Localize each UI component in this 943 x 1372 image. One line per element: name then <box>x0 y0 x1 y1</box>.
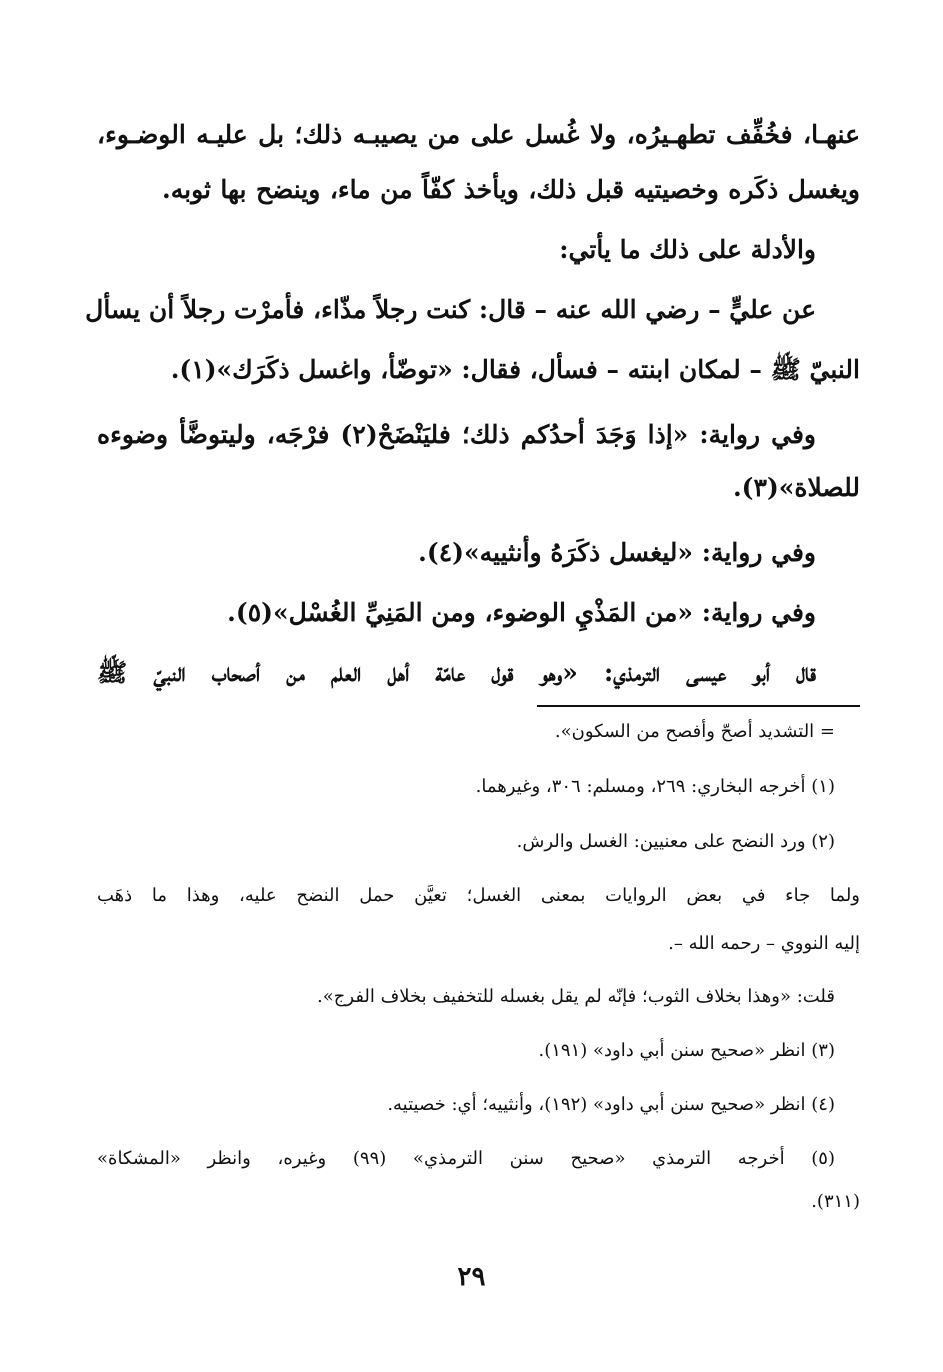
footnote-2: (٢) ورد النضح على معنيين: الغسل والرش. <box>516 831 835 852</box>
page-number: ٢٩ <box>457 1262 486 1292</box>
footnote-2-text: ولما جاء في بعض الروايات بمعنى الغسل؛ تعيَّن حمل النضح عليه، وهذا ما ذهَب <box>97 885 860 906</box>
body-line: النبيّ ﷺ – لمكان ابنته – فسأل، فقال: «توضّأ، واغسل ذكَرَك»(١). <box>170 355 860 384</box>
footnote-4: (٤) انظر «صحيح سنن أبي داود» (١٩٢)، وأنثييه؛ أي: خصيتيه. <box>387 1094 835 1115</box>
footnote-1: (١) أخرجه البخاري: ٢٦٩، ومسلم: ٣٠٦، وغيرهما. <box>475 776 835 797</box>
body-line: وفي رواية: «إذا وَجَدَ أحدُكم ذلك؛ فليَنْضَحْ(٢) فرْجَه، وليتوضَّأ وضوءه <box>97 420 817 449</box>
footnote-5: (٥) أخرجه الترمذي «صحيح سنن الترمذي» (٩٩) وغيره، وانظر «المشكاة» <box>97 1148 835 1169</box>
footnote-separator <box>537 705 860 707</box>
body-line: وفي رواية: «ليغسل ذكَرَهُ وأنثييه»(٤). <box>418 538 816 567</box>
footnote-continuation: = التشديد أصحّ وأفصح من السكون». <box>554 721 835 742</box>
footnote-5-text: (٣١١). <box>811 1191 860 1212</box>
body-line: ويغسل ذكَره وخصيتيه قبل ذلك، ويأخذ كفّاً من ماء، وينضح بها ثوبه. <box>162 175 860 204</box>
body-line: قال أبو عيسى الترمذي: «وهو قول عامّة أهل العلم من أصحاب النبيّ ﷺ <box>97 658 816 687</box>
footnote-2-text: قلت: «وهذا بخلاف الثوب؛ فإنّه لم يقل بغسله للتخفيف بخلاف الفرج». <box>317 986 835 1007</box>
body-line: والأدلة على ذلك ما يأتي: <box>559 235 816 264</box>
body-line: للصلاة»(٣). <box>732 473 860 502</box>
footnote-3: (٣) انظر «صحيح سنن أبي داود» (١٩١). <box>538 1040 835 1061</box>
footnote-2-text: إليه النووي – رحمه الله –. <box>668 933 860 954</box>
body-line: وفي رواية: «من المَذْيِ الوضوء، ومن المَنِيِّ الغُسْل»(٥). <box>227 598 816 627</box>
body-line: عن عليٍّ – رضي الله عنه – قال: كنت رجلاً مذّاء، فأمرْت رجلاً أن يسأل <box>85 295 816 324</box>
body-line: عنهـا، فخُفِّف تطهـيرُه، ولا غُسل على من يصيبـه ذلك؛ بل عليـه الوضـوء، <box>97 120 860 149</box>
